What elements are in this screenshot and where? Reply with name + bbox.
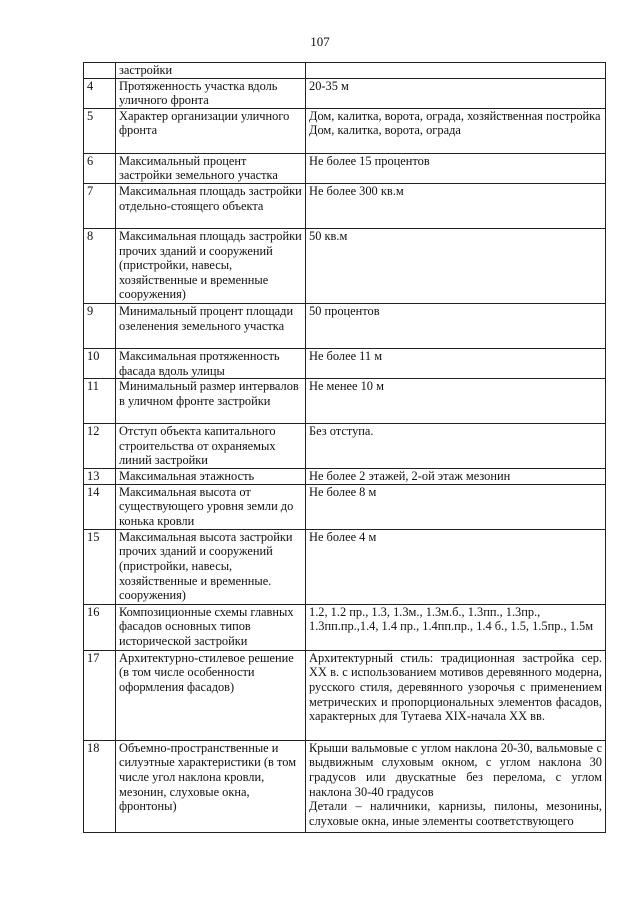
row-number: 11 [84,379,116,424]
table-row [84,604,606,650]
row-number: 8 [84,228,116,303]
parameter-name: Объемно-пространственные и силуэтные характеристики (в том числе угол наклона кровли, мезонин, слуховые окна, фронтоны) [116,740,306,832]
value-text: Не более 300 кв.м [309,183,404,198]
table-row [84,740,606,832]
table-row [84,228,606,303]
parameter-value [306,650,606,740]
value-text: Детали – наличники, карнизы, пилоны, мезонины, слуховые окна, иные элементы соответствующего [309,799,602,828]
parameter-name: Минимальный размер интервалов в уличном фронте застройки [116,379,306,424]
parameter-value [306,379,606,424]
parameter-name: Максимальная высота застройки прочих зданий и сооружений (пристройки, навесы, хозяйственные и временные. сооружения) [116,529,306,604]
parameter-value [306,604,606,650]
parameter-value [306,469,606,485]
table-row [84,650,606,740]
parameter-value [306,424,606,469]
parameter-value [306,228,606,303]
row-number: 12 [84,424,116,469]
value-text: Не более 11 м [309,348,383,363]
parameter-name: застройки [116,63,306,79]
parameter-value [306,108,606,153]
row-number: 14 [84,484,116,529]
value-text: Не более 4 м [309,529,377,544]
row-number [84,63,116,79]
parameter-value [306,529,606,604]
table-row [84,348,606,378]
value-text: Дом, калитка, ворота, ограда, хозяйственная постройка [309,108,601,123]
regulations-table [83,62,606,833]
parameter-value [306,78,606,108]
row-number: 6 [84,153,116,183]
value-text: 20-35 м [309,78,349,93]
parameter-name: Протяженность участка вдоль уличного фронта [116,78,306,108]
page-number: 107 [310,34,330,49]
value-text: Не более 2 этажей, 2-ой этаж мезонин [309,469,511,484]
parameter-value [306,153,606,183]
table-row [84,153,606,183]
regulations-table-body [84,63,606,833]
parameter-name: Максимальная протяженность фасада вдоль улицы [116,348,306,378]
row-number: 10 [84,348,116,378]
row-number: 18 [84,740,116,832]
row-number: 17 [84,650,116,740]
parameter-name: Максимальная этажность [116,469,306,485]
parameter-value [306,63,606,79]
value-text: Не более 15 процентов [309,153,430,168]
table-row [84,529,606,604]
parameter-name: Отступ объекта капитального строительства от охраняемых линий застройки [116,424,306,469]
row-number: 7 [84,183,116,228]
parameter-name: Максимальный процент застройки земельного участка [116,153,306,183]
row-number: 5 [84,108,116,153]
parameter-name: Максимальная площадь застройки отдельно-стоящего объекта [116,183,306,228]
value-text: 1.2, 1.2 пр., 1.3, 1.3м., 1.3м.б., 1.3пп., 1.3пр., 1.3пп.пр.,1.4, 1.4 пр., 1.4пп.пр., 1.4 б., 1.5, 1.5пр., 1.5м [309,604,594,634]
parameter-name: Максимальная площадь застройки прочих зданий и сооружений (пристройки, навесы, хозяйственные и временные сооружения) [116,228,306,303]
table-row [84,78,606,108]
parameter-value [306,183,606,228]
parameter-value [306,348,606,378]
table-row [84,469,606,485]
row-number: 9 [84,303,116,348]
table-row [84,183,606,228]
row-number: 15 [84,529,116,604]
row-number: 16 [84,604,116,650]
parameter-name: Минимальный процент площади озеленения земельного участка [116,303,306,348]
value-text: Архитектурный стиль: традиционная застройка сер. XX в. с использованием мотивов деревянного модерна, русского стиля, деревянного узорочья с применением метрических и пропорциональных элементов фасадов, характерных для Тутаева XIX-начала XX вв. [309,650,602,724]
parameter-name: Максимальная высота от существующего уровня земли до конька кровли [116,484,306,529]
parameter-value [306,484,606,529]
value-text: Не менее 10 м [309,379,384,394]
value-text: Крыши вальмовые с углом наклона 20-30, вальмовые с выдвижным слуховым окном, с углом наклона 30 градусов или двускатные без перелома, с углом наклона 30-40 градусов [309,740,602,799]
parameter-name: Композиционные схемы главных фасадов основных типов исторической застройки [116,604,306,650]
row-number: 13 [84,469,116,485]
value-text: Дом, калитка, ворота, ограда [309,123,461,138]
value-text: 50 процентов [309,303,380,318]
parameter-name: Архитектурно-стилевое решение (в том числе особенности оформления фасадов) [116,650,306,740]
parameter-value [306,303,606,348]
table-row [84,484,606,529]
value-text: 50 кв.м [309,228,348,243]
parameter-value [306,740,606,832]
value-text: Без отступа. [309,424,374,439]
table-row [84,424,606,469]
table-row [84,108,606,153]
value-text: Не более 8 м [309,484,377,499]
table-row [84,303,606,348]
table-row [84,379,606,424]
parameter-name: Характер организации уличного фронта [116,108,306,153]
row-number: 4 [84,78,116,108]
table-row [84,63,606,79]
